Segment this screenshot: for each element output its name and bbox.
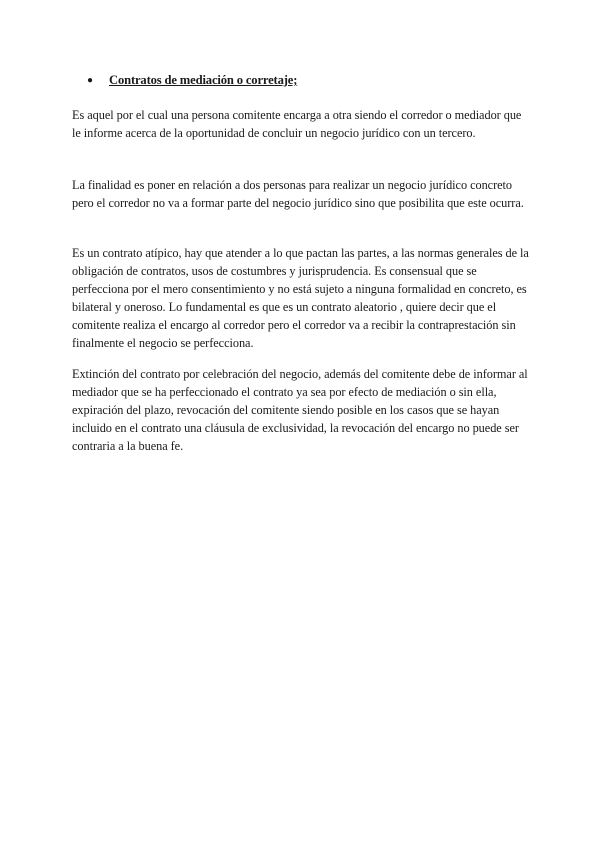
heading-text: Contratos de mediación o corretaje; [109,73,298,87]
section-heading [87,72,297,89]
paragraph-characteristics: Es un contrato atípico, hay que atender a lo que pactan las partes, a las normas generales de la obligación de contratos, usos de costumbres y jurisprudencia. Es consensual que se perfecciona por el mero consentimiento y no está sujeto a ninguna formalidad en concreto, es bilateral y oneroso. Lo fundamental es que es un contrato aleatorio , quiere decir que el comitente realiza el encargo al corredor pero el corredor va a recibir la contraprestación sin finalmente el negocio se perfecciona. [72,246,529,350]
paragraph-definition: Es aquel por el cual una persona comitente encarga a otra siendo el corredor o mediador que le informe acerca de la oportunidad de concluir un negocio jurídico con un tercero. [72,108,522,140]
paragraph-extinction: Extinción del contrato por celebración del negocio, además del comitente debe de informar al mediador que se ha perfeccionado el contrato ya sea por efecto de mediación o sin ella, expiración del plazo, revocación del comitente siendo posible en los casos que se hayan incluido en el contrato una cláusula de exclusividad, la revocación del encargo no puede ser contraria a la buena fe. [72,367,528,453]
bullet-icon: ● [87,75,94,86]
paragraph-purpose: La finalidad es poner en relación a dos personas para realizar un negocio jurídico concreto pero el corredor no va a formar parte del negocio jurídico sino que posibilita que este ocurra. [72,178,524,210]
